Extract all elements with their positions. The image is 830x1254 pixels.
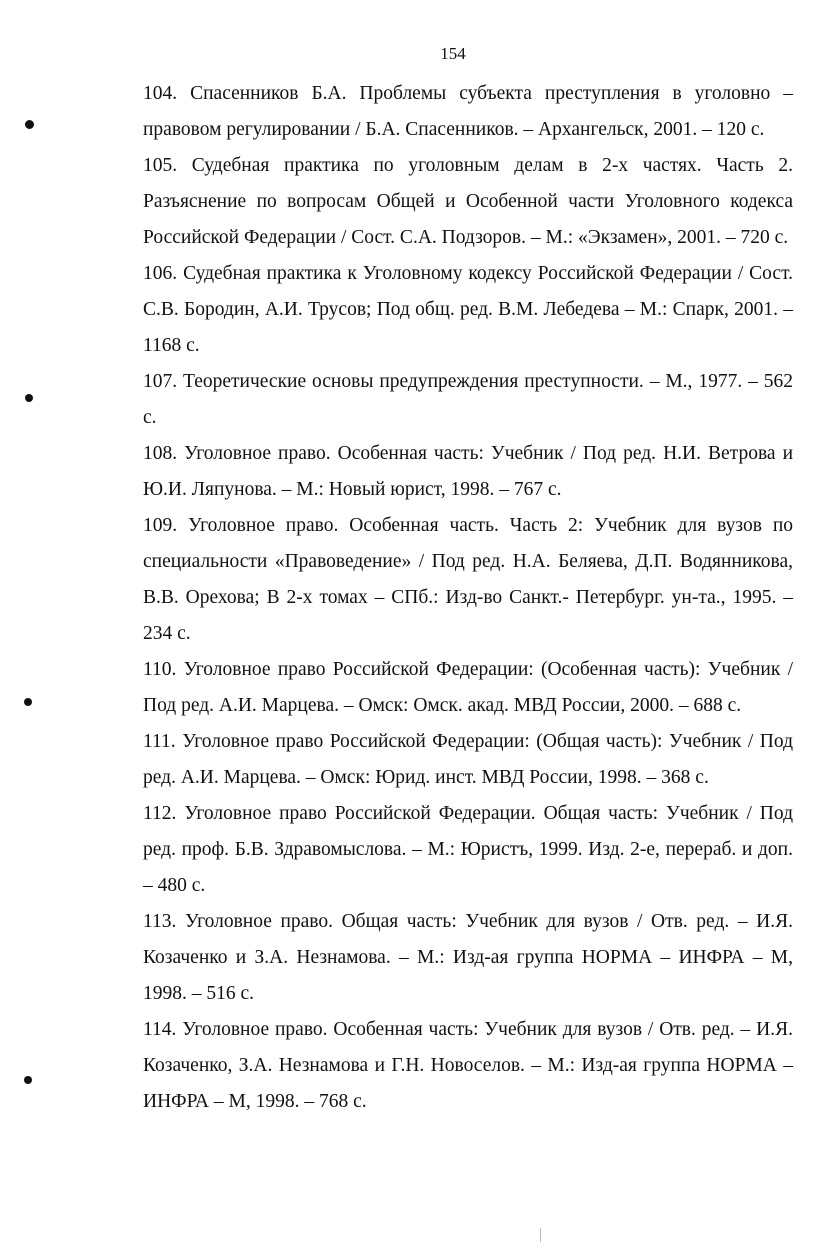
entry-text: Уголовное право. Особенная часть. Часть 2: Учебник для вузов по специальности «Правоведение» / Под ред. Н.А. Беляева, Д.П. Водянникова, В.В. Орехова; В 2-х томах – СПб.: Изд-во Санкт.- Петербург. ун-та., 1995. – 234 с. [143, 515, 794, 644]
reference-entry [0, 1012, 830, 1120]
entry-number: 104. [143, 83, 178, 104]
entry-text: Уголовное право Российской Федерации. Общая часть: Учебник / Под ред. проф. Б.В. Здравомыслова. – М.: Юристъ, 1999. Изд. 2-е, перераб. и доп. – 480 с. [143, 803, 793, 896]
reference-entry [0, 724, 830, 796]
reference-entry [0, 256, 830, 364]
entry-text: Уголовное право. Общая часть: Учебник для вузов / Отв. ред. – И.Я. Козаченко и З.А. Незнамова. – М.: Изд-ая группа НОРМА – ИНФРА – М, 1998. – 516 с. [143, 911, 794, 1004]
entry-number: 114. [143, 1019, 177, 1040]
entry-number: 105. [143, 155, 178, 176]
entry-text: Уголовное право Российской Федерации: (Общая часть): Учебник / Под ред. А.И. Марцева. – Омск: Юрид. инст. МВД России, 1998. – 368 с. [143, 731, 793, 788]
entry-number: 110. [143, 659, 177, 680]
reference-list [0, 76, 830, 1120]
entry-text: Судебная практика по уголовным делам в 2-х частях. Часть 2. Разъяснение по вопросам Общей и Особенной части Уголовного кодекса Российской Федерации / Сост. С.А. Подзоров. – М.: «Экзамен», 2001. – 720 с. [143, 155, 793, 248]
entry-number: 111. [143, 731, 176, 752]
reference-entry [0, 796, 830, 904]
page-number: 154 [440, 44, 466, 63]
entry-number: 109. [143, 515, 178, 536]
entry-text: Спасенников Б.А. Проблемы субъекта преступления в уголовно – правовом регулировании / Б.А. Спасенников. – Архангельск, 2001. – 120 с. [143, 83, 794, 140]
entry-text: Теоретические основы предупреждения преступности. – М., 1977. – 562 с. [143, 371, 794, 428]
entry-text: Уголовное право. Особенная часть: Учебник для вузов / Отв. ред. – И.Я. Козаченко, З.А. Незнамова и Г.Н. Новоселов. – М.: Изд-ая группа НОРМА – ИНФРА – М, 1998. – 768 с. [143, 1019, 793, 1112]
entry-number: 108. [143, 443, 178, 464]
reference-entry [0, 904, 830, 1012]
reference-entry [0, 436, 830, 508]
entry-text: Уголовное право Российской Федерации: (Особенная часть): Учебник / Под ред. А.И. Марцева. – Омск: Омск. акад. МВД России, 2000. – 688 с. [143, 659, 793, 716]
reference-entry [0, 508, 830, 652]
reference-entry [0, 652, 830, 724]
entry-number: 113. [143, 911, 177, 932]
reference-entry [0, 364, 830, 436]
entry-text: Уголовное право. Особенная часть: Учебник / Под ред. Н.И. Ветрова и Ю.И. Ляпунова. – М.: Новый юрист, 1998. – 767 с. [143, 443, 794, 500]
entry-number: 112. [143, 803, 177, 824]
scan-artifact-line [540, 1228, 541, 1242]
entry-text: Судебная практика к Уголовному кодексу Российской Федерации / Сост. С.В. Бородин, А.И. Трусов; Под общ. ред. В.М. Лебедева – М.: Спарк, 2001. – 1168 с. [143, 263, 793, 356]
entry-number: 106. [143, 263, 178, 284]
reference-entry [0, 148, 830, 256]
reference-entry [0, 76, 830, 148]
entry-number: 107. [143, 371, 178, 392]
